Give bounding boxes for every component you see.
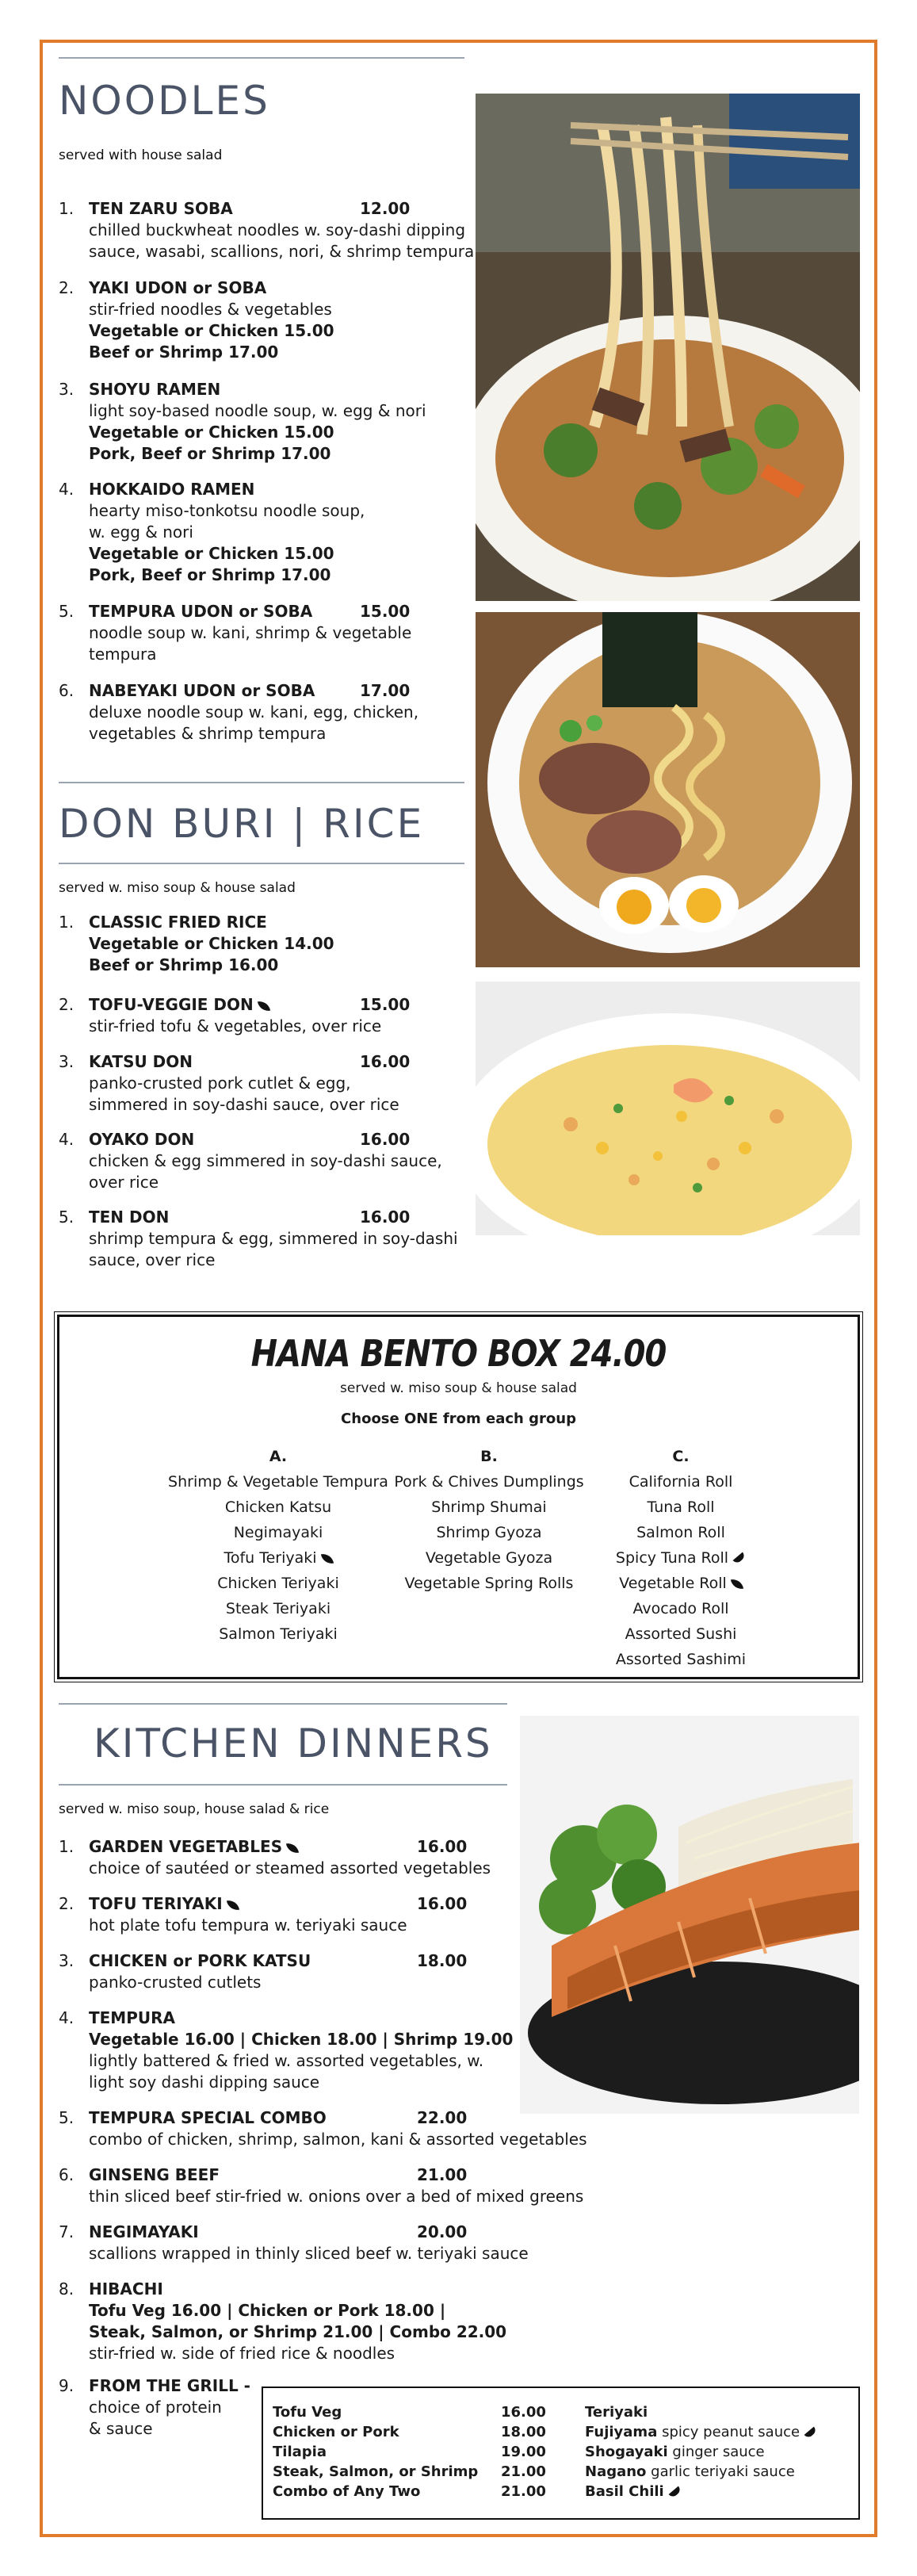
leaf-icon xyxy=(258,999,270,1012)
item-price: 18.00 xyxy=(417,1951,468,1970)
ramen-photo xyxy=(476,612,860,967)
grill-price: 21.00 xyxy=(501,2463,546,2480)
item-price: 15.00 xyxy=(360,602,411,621)
noodles-title: NOODLES xyxy=(59,78,270,124)
item-price: 21.00 xyxy=(417,2165,468,2184)
donburi-subtitle: served w. miso soup & house salad xyxy=(59,880,296,896)
fried-rice-photo xyxy=(476,982,860,1235)
grill-sauce: Nagano garlic teriyaki sauce xyxy=(585,2463,795,2480)
item-price: 20.00 xyxy=(417,2222,468,2241)
grill-protein: Chicken or Pork xyxy=(273,2424,399,2440)
grill-protein: Tofu Veg xyxy=(273,2404,342,2421)
grill-sauce: Shogayaki ginger sauce xyxy=(585,2444,765,2460)
bento-group-a: A. Shrimp & Vegetable Tempura Chicken Katsu Negimayaki Tofu Teriyaki Chicken Teriyaki Steak Teriyaki Salmon Teriyaki xyxy=(168,1448,388,1643)
grill-protein: Tilapia xyxy=(273,2444,327,2460)
leaf-icon xyxy=(227,1898,239,1911)
bento-choose: Choose ONE from each group xyxy=(341,1410,576,1427)
chili-icon xyxy=(804,2426,818,2439)
grill-protein: Steak, Salmon, or Shrimp xyxy=(273,2463,479,2480)
kitchen-title: KITCHEN DINNERS xyxy=(94,1721,493,1766)
item-price: 16.00 xyxy=(417,1894,468,1913)
grill-sauce: Basil Chili xyxy=(585,2483,682,2500)
grill-price: 16.00 xyxy=(501,2404,546,2421)
item-price: 17.00 xyxy=(360,681,411,700)
kitchen-subtitle: served w. miso soup, house salad & rice xyxy=(59,1801,330,1817)
leaf-icon xyxy=(731,1577,743,1590)
grill-sauce: Fujiyama spicy peanut sauce xyxy=(585,2424,817,2440)
yaki-udon-photo xyxy=(476,94,860,601)
item-price: 16.00 xyxy=(360,1130,411,1149)
grill-price: 19.00 xyxy=(501,2444,546,2460)
item-price: 16.00 xyxy=(360,1208,411,1227)
grill-price: 18.00 xyxy=(501,2424,546,2440)
grill-options-box xyxy=(262,2387,860,2520)
chili-icon xyxy=(733,1552,747,1565)
bento-group-b: B. Pork & Chives Dumplings Shrimp Shumai Shrimp Gyoza Vegetable Gyoza Vegetable Spring Rolls xyxy=(394,1448,584,1592)
noodles-subtitle: served with house salad xyxy=(59,147,223,163)
bento-box xyxy=(57,1315,860,1679)
grill-sauce: Teriyaki xyxy=(585,2404,648,2421)
section-rule xyxy=(59,1703,507,1705)
leaf-icon xyxy=(286,1841,299,1854)
section-rule xyxy=(59,1784,507,1786)
item-price: 22.00 xyxy=(417,2108,468,2127)
section-rule xyxy=(59,57,464,59)
bento-subtitle: served w. miso soup & house salad xyxy=(340,1380,577,1396)
donburi-title: DON BURI | RICE xyxy=(59,801,425,847)
bento-title: HANA BENTO BOX 24.00 xyxy=(250,1333,667,1376)
section-rule xyxy=(59,782,464,783)
section-rule xyxy=(59,863,464,864)
bento-group-c: C. California Roll Tuna Roll Salmon Roll Spicy Tuna Roll Vegetable Roll Avocado Roll Assorted Sushi Assorted Sashimi xyxy=(615,1448,747,1668)
item-price: 15.00 xyxy=(360,995,411,1014)
item-price: 12.00 xyxy=(360,199,411,218)
salmon-teriyaki-photo xyxy=(520,1716,859,2114)
leaf-icon xyxy=(320,1552,333,1564)
item-price: 16.00 xyxy=(417,1837,468,1856)
grill-price: 21.00 xyxy=(501,2483,546,2500)
grill-protein: Combo of Any Two xyxy=(273,2483,421,2500)
chili-icon xyxy=(668,2486,682,2498)
item-price: 16.00 xyxy=(360,1052,411,1071)
